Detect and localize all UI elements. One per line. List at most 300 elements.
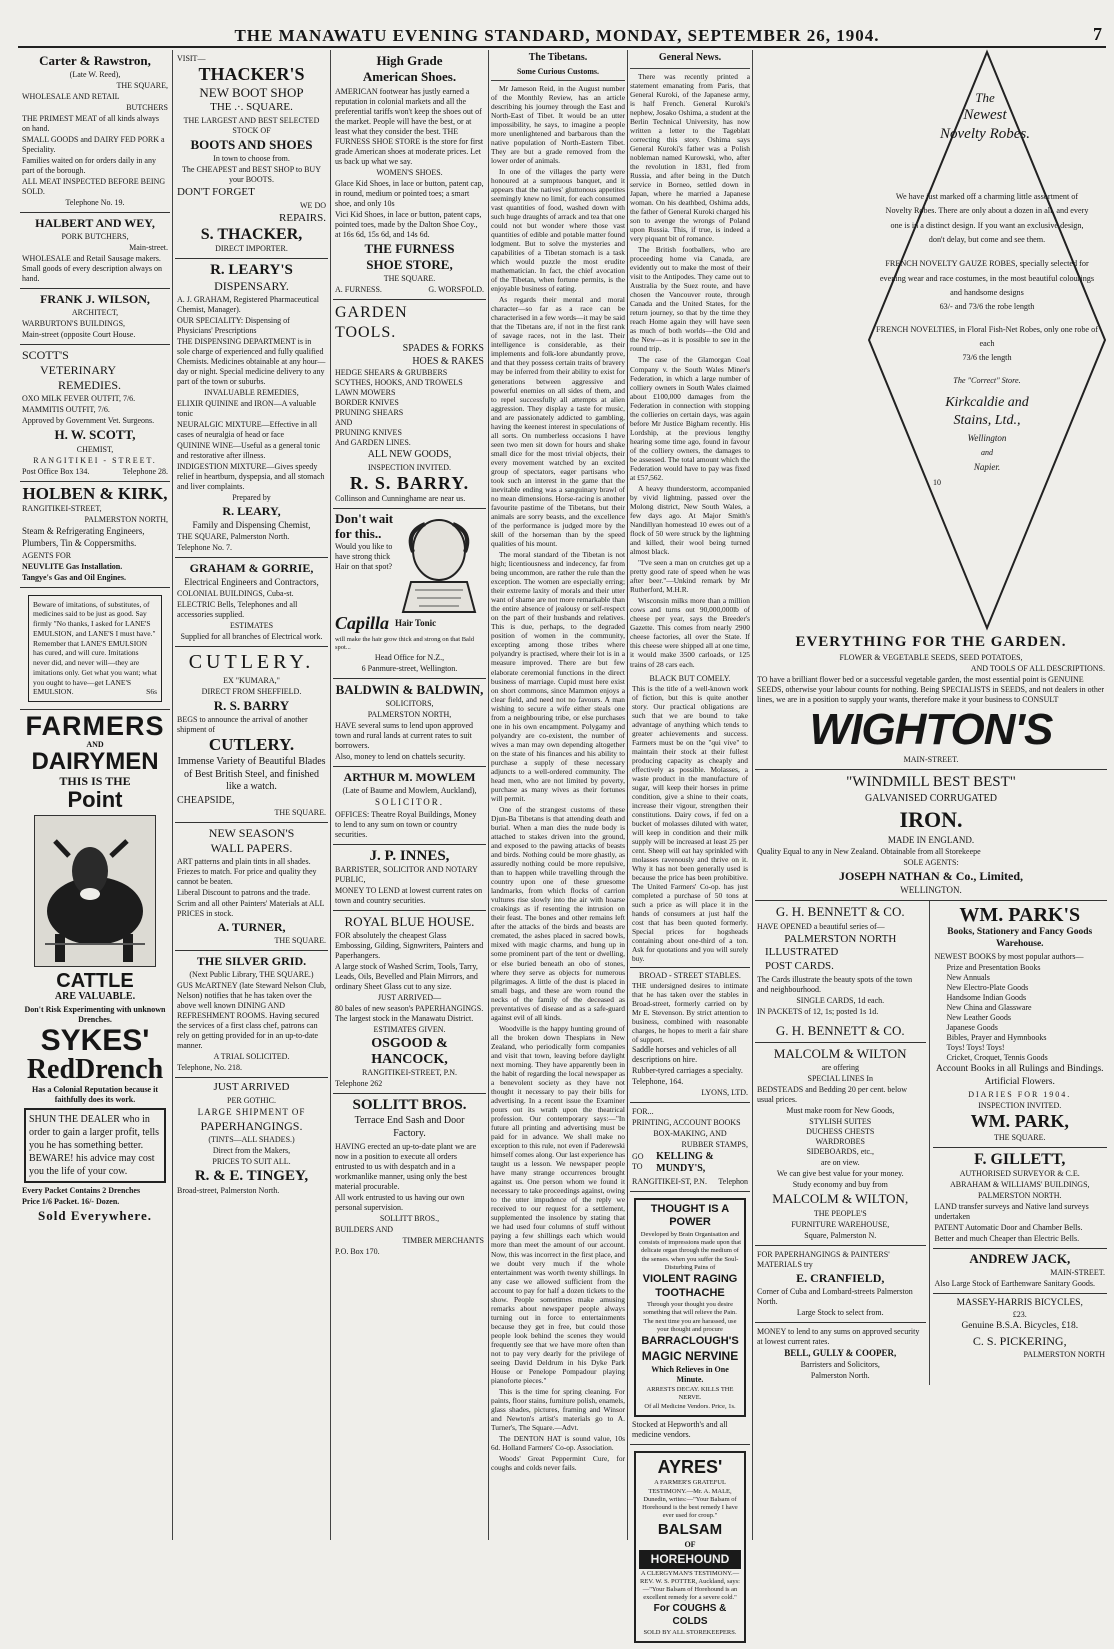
article-title: The Tibetans. xyxy=(528,52,588,63)
ad-name: MALCOLM & WILTON xyxy=(773,1046,907,1062)
ad-line: Napier. xyxy=(973,462,1001,473)
ad-text: THE undersigned desires to intimate that he has taken over the stables in Broad-street, formerly carried on by Mr E. Stevenson. By strict attention to business, combined with reasonable charges, he hopes to merit a fair share of support. xyxy=(632,980,748,1044)
ad-line: DIRECT IMPORTER. xyxy=(215,244,288,254)
capilla-brand-row xyxy=(335,612,484,635)
list-item: STYLISH SUITES xyxy=(809,1117,872,1127)
warning-box xyxy=(28,595,162,703)
kirkcaldie-content xyxy=(875,90,1095,144)
ad-heading: SHOE STORE, xyxy=(366,256,453,272)
ad-line: Genuine B.S.A. Bicycles, £18. xyxy=(961,1321,1079,1332)
ad-line: HAVE OPENED a beautiful series of— xyxy=(757,921,885,931)
article-paragraph: The moral standard of the Tibetan is not high; licentiousness and indecency, far from being uncommon, are rather the rule than the exception. The women are especially erring; their extreme laxity of morals and their utter want of shame are not more remarkable than the entire absence of jealousy or self-respect on the part of their husbands and relatives. This is due, perhaps, to the degraded position of women in the community, excepting among those tribes where polyandry is practised, where their lot is in a measure improved. There are but few elaborate ceremonial functions in the direct business of marriage. Cupid must here exist on short commons, since Mammon enjoys a clear field, and need not no favours. A man wishing to secure a wife either steals one from a neighbouring tribe, or else purchases one in his own encampment. Polygamy and polyandry are co-existent, the number of wives a man may own depending altogether on the state of his finances and his ability to purchase a supply of these necessary adjuncts to a well-ordered community. The head men, who are not limited by poverty, purchase as many wives as their fortunes will permit. xyxy=(491,550,625,803)
ad-line: WE DO xyxy=(300,200,326,210)
column-4 xyxy=(491,50,625,1540)
ad-line: Also Large Stock of Earthenware Sanitary Goods. xyxy=(934,1278,1095,1288)
list-item: New Annuals xyxy=(946,973,990,983)
ad-line: A CLERGYMAN'S TESTIMONY.—REV. W. S. POTTER, Auckland, says:—"Your Balsam of Horehound is an excellent remedy for a severe cold." xyxy=(640,1569,740,1602)
ad-line: ALL NEW GOODS, xyxy=(367,449,452,460)
ad-line: Plumbers, Tin & Coppersmiths. xyxy=(22,538,137,549)
ad-line: Prepared by xyxy=(232,492,271,502)
ad-line: PALMERSTON NORTH, xyxy=(84,515,168,525)
list-item: SCYTHES, HOOKS, AND TROWELS xyxy=(335,378,463,387)
ad-line: THE SQUARE. xyxy=(274,808,326,818)
ad-line: Scrim and all other Painters' Materials at ALL PRICES in stock. xyxy=(177,899,325,919)
ad-heading: High Grade xyxy=(376,53,443,68)
list-item: SIDEBOARDS, etc., xyxy=(806,1147,875,1157)
ad-name: WIGHTON'S xyxy=(809,704,1053,754)
ad-name: KELLING & MUNDY'S, xyxy=(656,1150,714,1175)
ad-heading: IRON. xyxy=(899,807,963,833)
ad-wm-park xyxy=(933,901,1107,1147)
ad-line: INSPECTION INVITED. xyxy=(367,462,452,472)
ad-halbert-wey xyxy=(20,213,170,289)
ad-line: Don't Risk Experimenting with unknown Drenches. xyxy=(24,1004,166,1024)
ad-heading: For COUGHS & COLDS xyxy=(653,1603,727,1627)
ad-line: FOR PAPERHANGINGS & PAINTERS' MATERIALS try xyxy=(757,1249,890,1269)
ad-ayres-balsam xyxy=(630,1445,750,1649)
col6-left xyxy=(755,901,930,1385)
garden-items-list xyxy=(335,343,484,448)
list-item: SPADES & FORKS xyxy=(402,343,484,354)
ad-line: THE SQUARE. xyxy=(383,274,436,283)
ad-heading: VIOLENT RAGING xyxy=(642,1272,738,1285)
ad-heading: PAPERHANGINGS. xyxy=(200,1119,303,1134)
article-paragraph: There was recently printed a statement emanating from Paris, that General Kuroki, of the Japanese army, is half French. General Kuroki's nephew, Josako Oshima, a student at the Berlin Technical University, has now written a letter to the Tageblatt correcting this story. Oshima says General Kuroki's father was a Polish nobleman named Kurowski, who, after the revolution in 1831, fled from Russia, and after being in the Dutch service in Borneo, settled down in Japan, where he married a Japanese woman. On his deathbed, Oshima adds, the father of General Kuroki charged his son to avenge the wrongs of Poland upon Russia. This, if true, is indeed a very piquant bit of romance. xyxy=(630,71,750,244)
ad-scott-remedies xyxy=(20,345,170,481)
article-paragraph: One of the strangest customs of these Djun-Ba Tibetans is that attending death and burial. When a man dies the nude body is attached to stakes driven into the ground, and exposed to the pawing attacks of beasts and birds. Nothing could be more ghastly, as assuredly nothing could be more repulsive, than to happen while travelling through the country upon one of these gruesome landmarks, from which flocks of carrion vultures rise slowly into the air with hoarse croakings as if resenting the intrusion on their feast. The bones and other remains left after the attacks of the birds and beasts are cremated, the ashes placed in sacred bowls, mixed with magic charms, and hung up in some prominent part of the tent or dwelling, or else buried beneath an obo of stones, where they serve as objects for numerous pilgrimages. A little of the dust is placed in small bags, and these are worn round the necks of the family of the deceased as preventatives of disease and as a safe-guard against evil of all kinds. xyxy=(491,804,625,1022)
ad-line: 80 bales of new season's PAPERHANGINGS. The largest stock in the Manawatu District. xyxy=(335,1004,484,1024)
ad-brand: Capilla xyxy=(335,613,390,634)
ad-line: THE DISPENSING DEPARTMENT is in sole charge of experienced and fully qualified Chemists. Medicines obtainable at any hour—day or night. Special medicine delivery to any part of the town or suburbs. xyxy=(177,336,326,386)
ad-line: TO have a brilliant flower bed or a successful vegetable garden, the most essential point is GENUINE SEEDS, otherwise your labour counts for nothing. Being SPECIALISTS in SEEDS, and not dealers in other lines, we are in a position to supply your wants, therefore make it your business to CONSULT xyxy=(757,674,1105,704)
ad-line: £23. xyxy=(1012,1310,1027,1320)
ad-line: THE PRIMEST MEAT of all kinds always on hand. xyxy=(22,114,160,134)
article-paragraph: "I've seen a man on crutches get up a pretty good rate of speed when he was after beer."—Unkind remark by Mr Rutherford, M.H.R. xyxy=(630,558,750,595)
ad-line: Vici Kid Shoes, in lace or button, patent caps, pointed toes, made by the Dalton Shoe Coy., at 16s 6d, 15s 6d, and 14s 6d. xyxy=(335,209,482,239)
ad-line: We can give best value for your money. xyxy=(776,1169,904,1179)
column-3 xyxy=(333,50,486,1540)
ad-line: ABRAHAM & WILLIAMS' BUILDINGS, xyxy=(950,1180,1090,1190)
ad-line: Saddle horses and vehicles of all descriptions on hire. xyxy=(632,1044,737,1064)
ad-name: Carter & Rawstron, xyxy=(39,53,151,68)
list-item: Prize and Presentation Books xyxy=(946,963,1041,973)
ad-heading: CUTLERY. xyxy=(188,651,315,674)
ad-line: Price 1/6 Packet. 16/- Dozen. xyxy=(22,1196,120,1206)
ad-line: Must make room for New Goods, xyxy=(786,1106,895,1116)
ad-line: Telephone, No. 218. xyxy=(177,1063,242,1073)
ad-heading: THE FURNESS xyxy=(364,240,455,256)
ad-name: G. H. BENNETT & CO. xyxy=(775,1022,905,1038)
ad-line: Telephone, 164. xyxy=(632,1076,684,1086)
ad-name: HALBERT AND WEY, xyxy=(35,216,155,231)
ad-line: ESTIMATES xyxy=(229,621,274,631)
ad-line: IN PACKETS of 12, 1s; posted 1s 1d. xyxy=(757,1006,879,1016)
cow-illustration xyxy=(34,815,156,967)
ad-line: LYONS, LTD. xyxy=(701,1087,748,1097)
ad-line: Factory. xyxy=(393,1128,426,1140)
ad-name: C. S. PICKERING, xyxy=(972,1334,1067,1349)
article-paragraph: Woods' Great Peppermint Cure, for coughs and colds never fails. xyxy=(491,1454,625,1473)
ad-name: GRAHAM & GORRIE, xyxy=(189,560,314,575)
ad-heading: THE SILVER GRID. xyxy=(196,954,307,969)
article-paragraph: The British footballers, who are proceeding home via Canada, are evidently out to make the most of their visit to the Antipodes. They came out to Australia by the Suez route, and have chosen the Vancouver route, through Canada and the United States, for the return journey, so that by the time they reach Home again they will have seen as much of both worlds—the Old and the New—as it is possible to see in the round trip. xyxy=(630,245,750,354)
ad-line-row xyxy=(632,1177,748,1187)
ad-line: Large Stock to select from. xyxy=(796,1307,884,1317)
ad-line: Corner of Cuba and Lombard-streets Palmerston North. xyxy=(757,1286,913,1306)
ad-name: HOLBEN & KIRK, xyxy=(22,483,168,503)
ad-line: NEURALGIC MIXTURE—Effective in all cases of neuralgia of head or face xyxy=(177,419,318,439)
ad-line: ELIXIR QUININE and IRON—A valuable tonic xyxy=(177,398,317,418)
ad-line: THE SQUARE, Palmerston North. xyxy=(177,531,290,541)
ad-line: In town to choose from. xyxy=(213,154,290,164)
ad-name: JOSEPH NATHAN & Co., Limited, xyxy=(838,869,1024,884)
ad-royal-blue-house xyxy=(333,911,486,1094)
ad-name: OSGOOD & HANCOCK, xyxy=(371,1036,448,1067)
ad-name: J. P. INNES, xyxy=(369,847,450,864)
ad-line: MADE IN ENGLAND. xyxy=(887,834,975,845)
ad-heading: Novelty Robes. xyxy=(940,126,1030,142)
ad-name: MALCOLM & WILTON, xyxy=(772,1191,909,1207)
ad-line: The "Correct" Store. xyxy=(953,375,1021,385)
ad-line: THE SQUARE. xyxy=(993,1132,1046,1142)
ad-graham-gorrie xyxy=(175,558,328,647)
article-subtitle: Some Curious Customs. xyxy=(516,66,599,76)
ad-silver-grid xyxy=(175,951,328,1078)
article-paragraph: Woodville is the happy hunting ground of all the broken down Thespians in New Zealand, who periodically form companies and visit that town, leaving before daylight next morning. They have apparently been in the habit of regarding the local newspaper as a benevolent society as they have not thought it necessary to pay their bills for advertising. In a recent issue the Examiner pours out its wrath upon the theatrical profession. Our contemporary says:—"In future all printing and advertising must be paid for in advance. We shall make no exception to this rule, not even if Paderewski himself comes along. Our last experience has taught us a lesson. We newspaper people have many strange occurrences brought against us. One person whom we found it necessary to take proceedings against, owing to the utter impudence of the reply we received to our request for a settlement, supplemented the insolence by stating that we had used four columns of stuff without paying a few shillings each which would more than meet the amount of our account. Now, this was incorrect in the first place, and we doubt very much if the whole entertainment was worth twenty shillings. In any case we allowed sufficient from the account to pay for half a dozen tickets to the show. People sometimes make amusing remarks about newspaper people always turning out in force to entertainments because they get in free, but could those people look behind the scenes they would frequently see that we have more often than not to pay very dearly for the privilege of seeing David Deldrum in his Dyke Park House or Penelope Pompadour playing pianoforte pieces." xyxy=(491,1023,626,1385)
ad-line: A TRIAL SOLICITED. xyxy=(213,1052,290,1062)
ad-line: OUR SPECIALITY: Dispensing of Physicians' Prescriptions xyxy=(177,315,290,335)
ad-line: THE PEOPLE'S xyxy=(813,1208,867,1218)
ad-line: WHOLESALE and Retail Sausage makers. Small goods of every description always on hand. xyxy=(22,254,162,284)
ad-name: SOLLITT BROS. xyxy=(352,1097,467,1114)
ad-bennett xyxy=(755,901,926,1043)
ad-line: 6 Panmure-street, Wellington. xyxy=(361,664,458,674)
ad-heading: DISPENSARY. xyxy=(214,278,289,293)
ad-heading: Point xyxy=(67,787,123,813)
ad-heading: AND xyxy=(86,740,104,750)
ad-line: BOX-MAKING, AND xyxy=(653,1128,727,1138)
ad-line: GALVANISED CORRUGATED xyxy=(865,792,997,804)
ad-line: G. WORSFOLD. xyxy=(428,285,484,294)
ad-line: SOLICITOR. xyxy=(374,797,445,808)
ad-line: FOR... xyxy=(632,1106,654,1116)
ad-line: WARBURTON'S BUILDINGS, xyxy=(22,319,126,329)
column-6 xyxy=(755,50,1107,1540)
ad-line: MAIN-STREET. xyxy=(1050,1267,1105,1277)
ad-line: PORK BUTCHERS, xyxy=(61,232,129,242)
ad-heading: BALSAM xyxy=(657,1521,723,1539)
ad-line: Immense Variety of Beautiful Blades of Best British Steel, and finished like a watch. xyxy=(177,756,326,793)
ad-name: WM. PARK, xyxy=(970,1110,1069,1131)
ad-line: Main-street. xyxy=(129,243,168,253)
kirkcaldie-body xyxy=(873,190,1101,490)
list-item: New China and Glassware xyxy=(946,1003,1032,1013)
ad-line: RANGITIKEI - STREET. xyxy=(33,455,157,465)
ad-line: QUININE WINE—Useful as a general tonic and restorative after illness. xyxy=(177,440,321,460)
article-paragraph: This is the time for spring cleaning. For paints, floor stains, furniture polish, enamels, glass shades, pictures, framing and Winsor and Newton's artist's materials go to A. Turner's, The Square.—Advt. xyxy=(491,1386,625,1433)
ad-kirkcaldie-stains xyxy=(755,50,1107,630)
ad-line: FRENCH NOVELTY GAUZE ROBES, specially selected for evening wear and race costumes, in the most beautiful colourings and handsome designs xyxy=(879,259,1095,298)
ad-name: R. S. BARRY. xyxy=(349,472,470,493)
ad-tingey xyxy=(175,1078,328,1200)
ad-name: F. GILLETT, xyxy=(974,1150,1066,1168)
ad-line: PALMERSTON NORTH, xyxy=(367,710,452,720)
article-paragraph: The DENTON HAT is sound value, 10s 6d. Holland Farmers' Co-op. Association. xyxy=(491,1434,625,1453)
ad-line: Which Relieves in One Minute. xyxy=(651,1364,729,1384)
divider xyxy=(630,68,750,69)
ad-line: NEWEST BOOKS by most popular authors— xyxy=(934,952,1084,962)
ad-heading: ROYAL BLUE HOUSE. xyxy=(344,914,475,930)
ad-heading: BROAD - STREET STABLES. xyxy=(639,970,741,980)
ad-wightons xyxy=(755,630,1107,770)
ad-line: CHEAPSIDE, xyxy=(177,794,235,806)
list-item: New Electro-Plate Goods xyxy=(946,983,1029,993)
ad-heading: SCOTT'S xyxy=(22,348,69,363)
col6-right xyxy=(930,901,1107,1385)
ad-line: WOMEN'S SHOES. xyxy=(376,167,443,177)
ad-heading: BARRACLOUGH'S xyxy=(641,1334,739,1347)
ad-line: Barristers and Solicitors, xyxy=(800,1359,880,1369)
capilla-text xyxy=(335,512,395,612)
ad-line: 63/- and 73/6 the robe length xyxy=(939,302,1035,312)
ad-line: Sold Everywhere. xyxy=(38,1207,152,1223)
ad-heading: THE .·. SQUARE. xyxy=(210,101,293,114)
ad-brand: RedDrench xyxy=(26,1053,164,1085)
ad-holben-kirk xyxy=(20,482,170,588)
ad-heading: "WINDMILL BEST BEST" xyxy=(846,774,1016,791)
ad-line: MAMMITIS OUTFIT, 7/6. xyxy=(22,405,110,415)
ad-line: AUTHORISED SURVEYOR & C.E. xyxy=(959,1169,1080,1179)
ad-line: MASSEY-HARRIS BICYCLES, xyxy=(956,1297,1083,1308)
ad-line: Terrace End Sash and Door xyxy=(354,1114,465,1126)
list-item: PRUNING SHEARS xyxy=(335,408,404,417)
ad-line: Telephone No. 7. xyxy=(177,542,232,552)
ad-name: R. LEARY, xyxy=(222,503,281,518)
ad-capilla-hair-tonic xyxy=(333,509,486,679)
ad-heading: BOOTS AND SHOES xyxy=(190,136,313,152)
ad-line: WELLINGTON. xyxy=(900,885,962,896)
ad-line: Collinson and Cunninghame are near us. xyxy=(335,494,466,504)
ad-line: SMALL GOODS and DAIRY FED PORK a Speciality. xyxy=(22,135,165,155)
ad-name: H. W. SCOTT, xyxy=(54,427,136,443)
ad-carter-rawstron xyxy=(20,50,170,213)
ad-line: Through your thought you desire something that will relieve the Pain. The next time you are harassed, use your thought and procure xyxy=(643,1301,737,1333)
ad-line: Also, money to lend on chattels security. xyxy=(335,752,466,762)
ad-heading: TOOTHACHE xyxy=(655,1286,725,1299)
ad-line: Of all Medicine Vendors. Price, 1s. xyxy=(644,1402,736,1410)
ad-malcolm-wilton xyxy=(755,1043,926,1246)
list-item: Handsome Indian Goods xyxy=(946,993,1027,1003)
ad-line: SPECIAL LINES In xyxy=(807,1074,873,1084)
article-paragraph: Wisconsin milks more than a million cows and turns out 90,000,000lb of cheese per year, says the Breeder's Gazette. This comes from nearly 2900 cheese factories, all over the State. If this cheese were shipped all at one time, it would make 3500 carloads, or 125 trains of 28 cars each. xyxy=(630,596,750,669)
ad-line: Family and Dispensing Chemist, xyxy=(192,519,311,530)
ad-line: BUILDERS AND xyxy=(335,1224,394,1234)
ad-innes xyxy=(333,845,486,912)
ad-line: We have just marked off a charming little assortment of Novelty Robes. There are only about a dozen in all, and every one is in a distinct design. If you want an exclusive design, don't delay, but come and see them. xyxy=(885,192,1089,245)
ad-line: Wellington xyxy=(967,432,1007,443)
ad-line: FOR absolutely the cheapest Glass Embossing, Gilding, Signwriters, Painters and Paperhangers. xyxy=(335,931,484,961)
ad-line: INDIGESTION MIXTURE—Gives speedy relief in heartburn, dyspepsia, and all stomach and liver complaints. xyxy=(177,461,325,491)
ad-line: AGENTS FOR xyxy=(22,550,72,560)
ad-heading: Newest xyxy=(963,107,1007,124)
ad-line: Telephon xyxy=(718,1176,748,1186)
list-item: HEDGE SHEARS & GRUBBERS xyxy=(335,368,448,377)
ad-line: Electrical Engineers and Contractors, xyxy=(184,576,319,587)
ad-line-row xyxy=(632,1151,748,1176)
ad-sykes-red-drench xyxy=(20,710,170,1228)
list-item: Japanese Goods xyxy=(946,1023,998,1033)
ad-heading: ILLUSTRATED xyxy=(765,946,839,959)
ad-line: PALMERSTON NORTH xyxy=(1023,1350,1105,1360)
ad-line: ARCHITECT, xyxy=(71,308,119,318)
ad-heading: REMEDIES. xyxy=(58,378,121,393)
article-body xyxy=(491,84,625,1473)
ad-line: EX "KUMARA," xyxy=(223,676,280,686)
ad-black-but-comely xyxy=(630,671,750,968)
ad-name: THACKER'S xyxy=(198,64,305,84)
ad-line: SINGLE CARDS, 1d each. xyxy=(796,995,885,1005)
ad-line: OXO MILK FEVER OUTFIT, 7/6. xyxy=(22,394,136,404)
ad-line: (Late W. Reed), xyxy=(69,70,121,80)
ad-line: ELECTRIC Bells, Telephones and all accessories supplied. xyxy=(177,600,298,620)
park-items-list xyxy=(935,963,1105,1063)
ad-brand: SYKES' xyxy=(40,1023,150,1057)
ad-line: PATENT Automatic Door and Chamber Bells. xyxy=(934,1223,1083,1233)
ad-frank-wilson xyxy=(20,289,170,345)
ad-name: E. CRANFIELD, xyxy=(796,1270,885,1285)
ad-line: All work entrusted to us having our own personal supervision. xyxy=(335,1192,465,1212)
ad-line: are offering xyxy=(821,1063,859,1073)
column-rule xyxy=(627,50,628,1540)
ad-line: Square, Palmerston N. xyxy=(804,1230,877,1240)
capilla-row xyxy=(335,512,484,612)
ad-line: DIRECT FROM SHEFFIELD. xyxy=(201,687,302,697)
ad-line: A FARMER'S GRATEFUL TESTIMONY.—Mr. A. MALE, Dunedin, writes:—"Your Balsam of Horehound is the best remedy I have ever used for croup." xyxy=(642,1479,738,1519)
ad-line: MONEY to lend to any sums on approved security at lowest current rates. xyxy=(757,1326,920,1346)
ad-line: Approved by Government Vet. Surgeons. xyxy=(22,416,155,426)
ad-line: HAVE several sums to lend upon approved town and rural lands at current rates to suit borrowers. xyxy=(335,721,474,751)
ad-line: SOLICITORS, xyxy=(385,699,434,709)
ad-bell-gully-cooper xyxy=(755,1323,926,1385)
ad-line: JUST ARRIVED— xyxy=(377,993,442,1003)
ad-line: Better and much Cheaper than Electric Bells. xyxy=(934,1234,1080,1244)
article-body xyxy=(630,72,750,669)
ad-line: A large stock of Washed Scrim, Tools, Tarry, Leads, Oils, Bevelled and Plain Mirrors, and ordinary Sheet Glass cut to any size. xyxy=(335,962,478,992)
ad-heading: JUST ARRIVED xyxy=(213,1081,290,1094)
column-rule xyxy=(172,50,173,1540)
article-paragraph: Mr Jameson Reid, in the August number of the Monthly Review, has an article describing his journey through the East and North-East of Tibet. It would be an utter impossibility, he says, to imagine a people more unenlightened and barbarous than the native population of North-Eastern Tibet. They are but a grade removed from the lower order of animals. xyxy=(491,83,625,165)
column-1 xyxy=(20,50,170,1540)
article-paragraph: As regards their mental and moral character—so far as a race can be characterised in a few words—it may be said that the Tibetans are, if not in the first rank of savage races, not in the last. Their intelligence is considerable, as their implements and folk-lore abundantly prove, and that they possess certain traits of bravery may be inferred from their ability to exist for generations between aggressive and powerful enemies on all sides of them, and to repel successfully all attempts at alien aggression. They display a taste for music, and are passionately addicted to gambling, having the keenest interest in speculations of all sorts. On numberless occasions I have seen two men sit down for hours and shake small dice for the most trivial objects, their every movement watched by an excited group of spectators, eager partisans who took such an interest in the game that the inevitable ending was a sanguinary brawl of no mean dimensions. Horse-racing is another favourite pastime of the Tibetans, but their animals are sorry beasts, and the excellence of the performance is judged more by the skill of the horseman than by the speed qualities of his mount. xyxy=(491,295,625,549)
ad-garden-tools xyxy=(333,300,486,509)
ad-line: ESTIMATES GIVEN. xyxy=(373,1025,446,1035)
ad-heading: DAIRYMEN xyxy=(31,748,159,776)
list-item: BORDER KNIVES xyxy=(335,398,399,407)
ad-heading: AYRES' xyxy=(657,1456,723,1477)
ad-american-shoes xyxy=(333,50,486,300)
column-2 xyxy=(175,50,328,1540)
list-item: AND xyxy=(335,418,353,427)
masthead-title: THE MANAWATU EVENING STANDARD, MONDAY, SEPTEMBER 26, 1904. xyxy=(234,26,880,45)
boxed-ad xyxy=(634,1198,746,1417)
ad-line: The CHEAPEST and BEST SHOP to BUY your BOOTS. xyxy=(182,165,321,185)
ad-name: S. THACKER, xyxy=(200,225,303,243)
ad-andrew-jack xyxy=(933,1249,1107,1293)
ad-heading: WALL PAPERS. xyxy=(210,841,293,856)
ad-line: SOLLITT BROS., xyxy=(379,1213,440,1223)
ad-heading: NEW SEASON'S xyxy=(208,826,295,841)
masthead-rule xyxy=(18,46,1106,48)
ad-windmill-iron xyxy=(755,770,1107,901)
ad-line: COLONIAL BUILDINGS, Cuba-st. xyxy=(177,589,294,599)
ad-line: Supplied for all branches of Electrical work. xyxy=(180,632,323,642)
ad-line: Study economy and buy from xyxy=(792,1180,888,1190)
ad-line: THE LARGEST AND BEST SELECTED STOCK OF xyxy=(183,115,320,135)
masthead xyxy=(0,0,1114,46)
ad-pickering xyxy=(933,1294,1107,1365)
ad-line: SOLE AGENTS: xyxy=(903,858,959,868)
ad-line: PRICES TO SUIT ALL. xyxy=(212,1157,291,1167)
ad-line: INVALUABLE REMEDIES, xyxy=(204,387,299,397)
ad-line: Head Office for N.Z., xyxy=(374,653,445,663)
ad-line: Post Office Box 134. xyxy=(22,466,90,476)
ad-name: Kirkcaldie and xyxy=(945,395,1029,411)
ad-thacker xyxy=(175,50,328,259)
ad-line: Steam & Refrigerating Engineers, xyxy=(22,526,145,537)
ad-line: will make the hair grow thick and strong on that Bald spot... xyxy=(335,635,474,651)
ad-line: HAVING erected an up-to-date plant we are now in a position to execute all orders entrusted to us with despatch and in a workmanlike manner, using only the best material procurable. xyxy=(335,1141,477,1191)
ad-name: ANDREW JACK, xyxy=(969,1251,1071,1267)
ad-heading: VETERINARY xyxy=(40,363,116,378)
ad-line: Has a Colonial Reputation because it faithfully does its work. xyxy=(31,1084,158,1104)
ad-line: (Next Public Library, THE SQUARE.) xyxy=(189,970,314,980)
ad-line: MONEY TO LEND at lowest current rates on town and country securities. xyxy=(335,886,483,906)
ad-line: AND TOOLS OF ALL DESCRIPTIONS. xyxy=(970,663,1105,673)
ad-heading: The xyxy=(975,90,995,105)
ad-text: This is the title of a well-known work of fiction, but this is quite another story. Our practical obligations are such that we are bound to take advantage of anything which tends to greater achievements and success. Farmers must be on the "qui vive" to maintain their stock at their fullest producing capacity as cheaply and effectively as possible. Molasses, a waste product in the manufacture of sugar, will keep their horses in prime condition, give a shine to their coats, increase their vigour, strengthen their constitutions. Dairy cows, if fed on a bucket of molasses diluted with water, will keep in condition and their milk supply will be increased at least 25 per cent. Sheep will eat hay sprinkled with molasses ravenously and thrive on it. Why it has not been generally used is because the price has been prohibitive. The United Farmers' Co-op. has just completed a purchase of 50 tons at such a price as will place it in the hands of consumers at just half the cost that has been quoted formerly. Special prices for hogsheads containing about one-third of a ton. Ask for quotations and you will surely buy. xyxy=(632,683,748,964)
ad-line-row xyxy=(22,467,168,477)
ad-line: Account Books in all Rulings and Bindings. xyxy=(935,1064,1104,1075)
ad-line: BEGS to announce the arrival of another shipment of xyxy=(177,715,308,735)
ad-text: Beware of imitations, of substitutes, of medicines said to be just as good. Say firmly "No thanks, I asked for LANE'S EMULSION, and LANE'S I must have." Remember that LANE'S EMULSION has cured, and will cure. Imitations never did, and never will—they are imitations only. Get what you want; what you ought to have—get LANE'S EMULSION. xyxy=(33,599,157,697)
ad-line: RUBBER STAMPS, xyxy=(681,1139,748,1149)
divider xyxy=(491,80,625,81)
ad-line: DIARIES FOR 1904. xyxy=(968,1089,1072,1099)
ad-line: Telephone No. 19. xyxy=(65,198,125,208)
ad-line: PRINTING, ACCOUNT BOOKS xyxy=(632,1117,741,1127)
ad-line: are on view. xyxy=(820,1158,860,1168)
ad-name: FRANK J. WILSON, xyxy=(40,292,150,307)
boxed-ad xyxy=(634,1451,746,1644)
ad-line: FRENCH NOVELTIES, in Floral Fish-Net Robes, only one robe of each xyxy=(876,324,1098,349)
ad-line: Direct from the Makers, xyxy=(212,1146,291,1156)
ad-heading: THOUGHT IS A POWER xyxy=(650,1202,730,1229)
ad-line: AMERICAN footwear has justly earned a reputation in colonial markets and all the preferential tariffs won't keep the shoes out of the market. People will have the best, or at least what they consider the best. THE FURNESS SHOE STORE is the store for first grade American shoes at moderate prices. Let us back up what we say. xyxy=(335,86,484,166)
cow-icon xyxy=(35,816,155,966)
ad-barracloughs-nervine xyxy=(630,1192,750,1445)
ad-baldwin xyxy=(333,679,486,767)
ad-heading: HOREHOUND xyxy=(639,1550,741,1569)
ad-name: R. & E. TINGEY, xyxy=(194,1168,309,1185)
list-item: WARDROBES xyxy=(815,1137,865,1147)
ad-line: Developed by Brain Organisation and consists of impressions made upon that delicate organ through the medium of the senses. when you suffer the Soul-Disturbing Pains of xyxy=(639,1231,742,1271)
ad-line: 10 xyxy=(933,478,941,487)
ad-heading: Don't wait for this.. xyxy=(335,511,394,541)
ad-heading: ARE VALUABLE. xyxy=(54,991,136,1003)
ad-heading: POST CARDS. xyxy=(765,960,834,973)
column-5 xyxy=(630,50,750,1637)
warning-box: SHUN THE DEALER who in order to gain a larger profit, tells you he has something better. BEWARE! his advice may cost you the life of your cow. xyxy=(24,1108,166,1183)
